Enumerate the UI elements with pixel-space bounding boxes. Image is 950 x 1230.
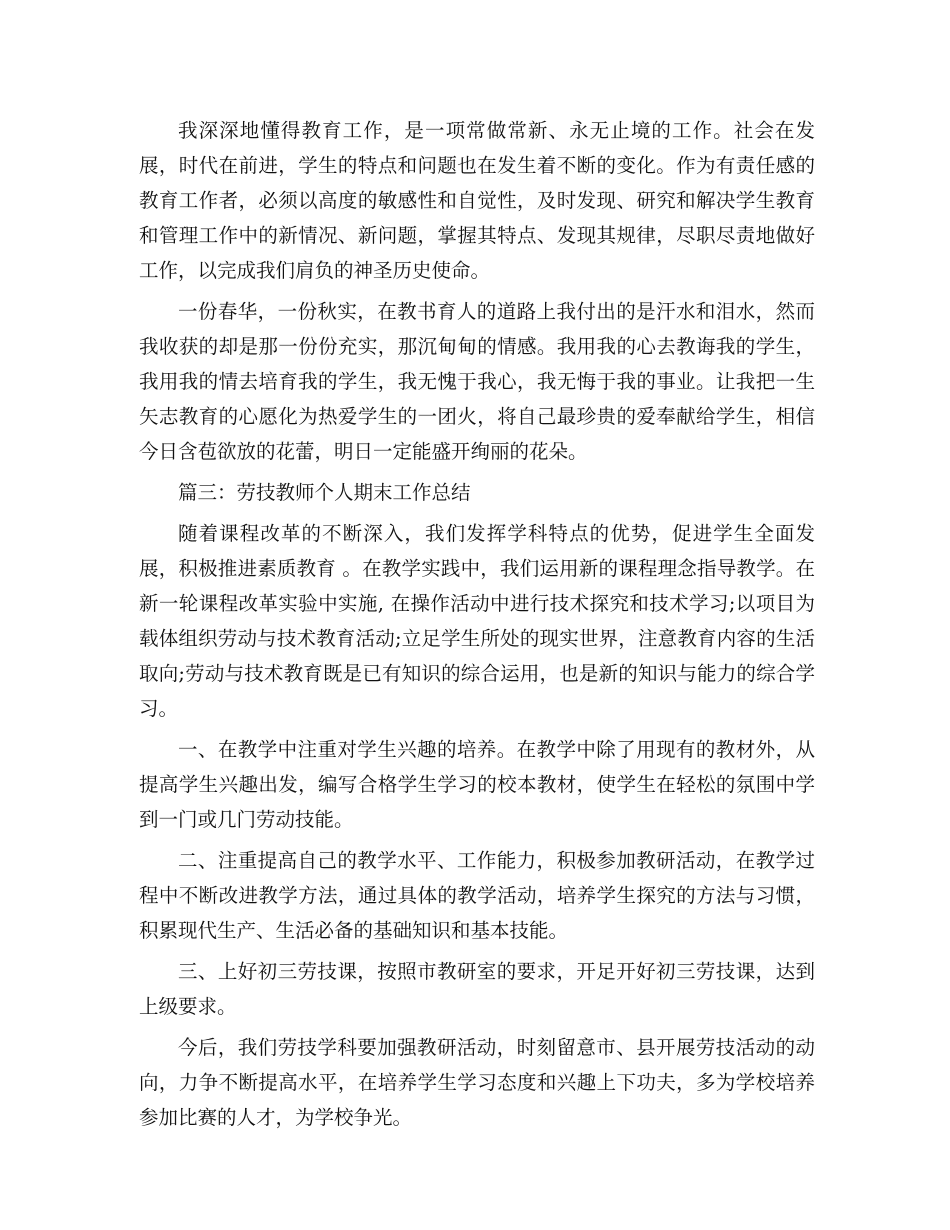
paragraph-4: 一、在教学中注重对学生兴趣的培养。在教学中除了用现有的教材外，从提高学生兴趣出发，编写合格学生学习的校本教材，使学生在轻松的氛围中学到一门或几门劳动技能。 (139, 738, 815, 831)
paragraph-5: 二、注重提高自己的教学水平、工作能力，积极参加教研活动，在教学过程中不断改进教学方法，通过具体的教学活动，培养学生探究的方法与习惯，积累现代生产、生活必备的基础知识和基本技能。 (139, 849, 815, 942)
section-heading: 篇三：劳技教师个人期末工作总结 (178, 481, 471, 504)
paragraph-1: 我深深地懂得教育工作，是一项常做常新、永无止境的工作。社会在发展，时代在前进，学生的特点和问题也在发生着不断的变化。作为有责任感的教育工作者，必须以高度的敏感性和自觉性，及时发现、研究和解决学生教育和管理工作中的新情况、新问题，掌握其特点、发现其规律，尽职尽责地做好工作，以完成我们肩负的神圣历史使命。 (139, 119, 815, 282)
paragraph-3: 随着课程改革的不断深入，我们发挥学科特点的优势，促进学生全面发展，积极推进素质教育 。在教学实践中，我们运用新的课程理念指导教学。在新一轮课程改革实验中实施, 在操作活动中进行技术探究和技术学习;以项目为载体组织劳动与技术教育活动;立足学生所处的现实世界，注意教育内容的生活取向;劳动与技术教育既是已有知识的综合运用，也是新的知识与能力的综合学习。 (139, 522, 815, 720)
paragraph-2: 一份春华，一份秋实，在教书育人的道路上我付出的是汗水和泪水，然而我收获的却是那一份份充实，那沉甸甸的情感。我用我的心去教诲我的学生，我用我的情去培育我的学生，我无愧于我心，我无悔于我的事业。让我把一生矢志教育的心愿化为热爱学生的一团火，将自己最珍贵的爱奉献给学生，相信今日含苞欲放的花蕾，明日一定能盛开绚丽的花朵。 (139, 300, 815, 463)
paragraph-7: 今后，我们劳技学科要加强教研活动，时刻留意市、县开展劳技活动的动向，力争不断提高水平，在培养学生学习态度和兴趣上下功夫，多为学校培养参加比赛的人才，为学校争光。 (139, 1036, 815, 1129)
document-body (139, 113, 815, 1141)
paragraph-6: 三、上好初三劳技课，按照市教研室的要求，开足开好初三劳技课，达到上级要求。 (139, 960, 815, 1018)
